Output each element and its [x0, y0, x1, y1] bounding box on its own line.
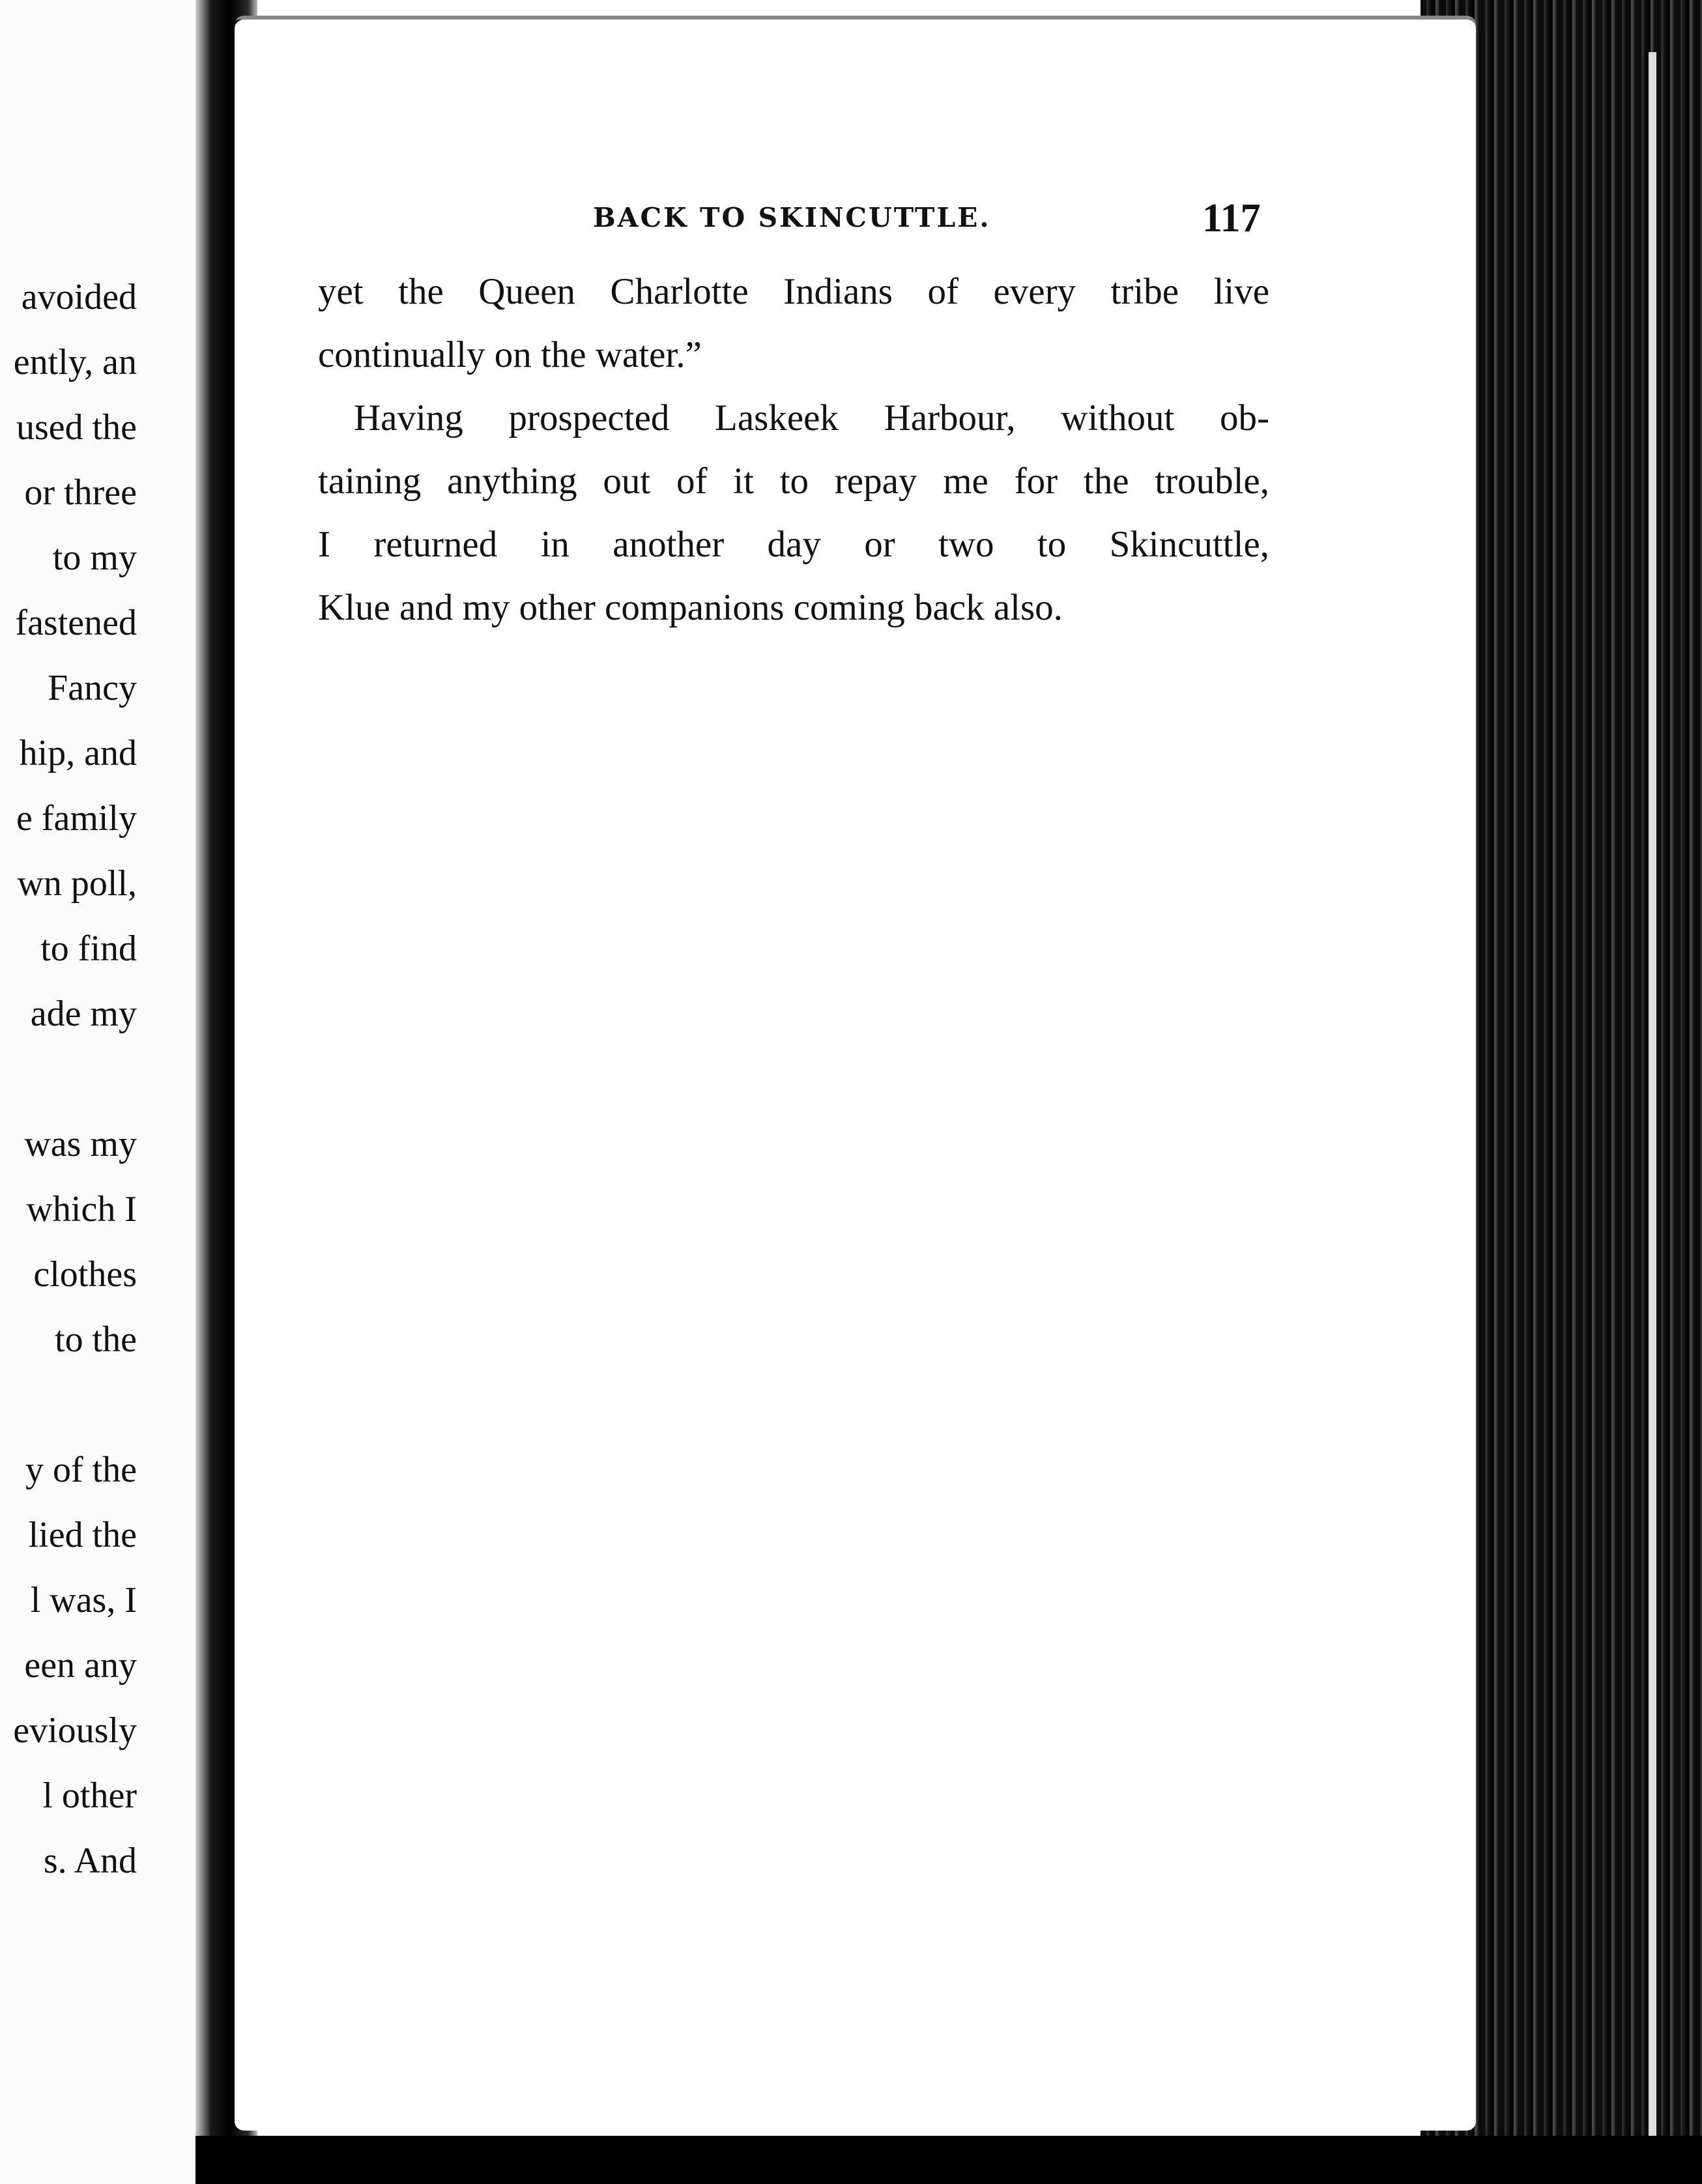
running-head: BACK TO SKINCUTTLE.	[593, 202, 991, 233]
facing-page-line: l other	[42, 1775, 137, 1816]
page-number: 117	[1202, 196, 1261, 240]
page-block-highlight	[1649, 52, 1656, 2170]
facing-page-line: or three	[24, 472, 137, 513]
facing-page-line: ade my	[30, 994, 137, 1034]
facing-page-line: Fancy	[48, 668, 137, 708]
facing-page-line: avoided	[21, 277, 137, 317]
text-line: continually on the water.”	[318, 334, 702, 375]
text-line: Having prospected Laskeek Harbour, without ob-	[354, 397, 1269, 438]
facing-page-line: fastened	[15, 603, 137, 643]
text-line: yet the Queen Charlotte Indians of every tribe live	[318, 271, 1269, 312]
facing-page-line: to my	[52, 538, 137, 578]
facing-page-line: to find	[40, 928, 137, 969]
facing-page-line: wn poll,	[17, 863, 137, 904]
facing-page-line: eviously	[13, 1710, 137, 1751]
text-line: taining anything out of it to repay me for the trouble,	[318, 461, 1269, 502]
facing-page-line: was my	[24, 1124, 137, 1164]
text-line: Klue and my other companions coming back also.	[318, 587, 1063, 628]
facing-page-line: which I	[26, 1189, 137, 1229]
body-text	[318, 270, 1269, 650]
facing-page-line: to the	[55, 1319, 137, 1360]
facing-page-left	[0, 0, 209, 2184]
main-page	[235, 20, 1476, 2131]
facing-page-line: ently, an	[13, 342, 137, 382]
facing-page-line: used the	[16, 407, 137, 448]
facing-page-line: lied the	[28, 1515, 137, 1555]
facing-page-line: l was, I	[30, 1580, 137, 1620]
facing-page-line: y of the	[25, 1450, 137, 1490]
facing-page-line: hip, and	[19, 733, 137, 773]
facing-page-line: s. And	[43, 1841, 137, 1881]
facing-page-line: clothes	[33, 1254, 137, 1295]
scan-bottom-border	[195, 2136, 1702, 2184]
facing-page-line: e family	[16, 798, 137, 839]
text-line: I returned in another day or two to Skincuttle,	[318, 524, 1269, 565]
facing-page-line: een any	[24, 1645, 137, 1686]
